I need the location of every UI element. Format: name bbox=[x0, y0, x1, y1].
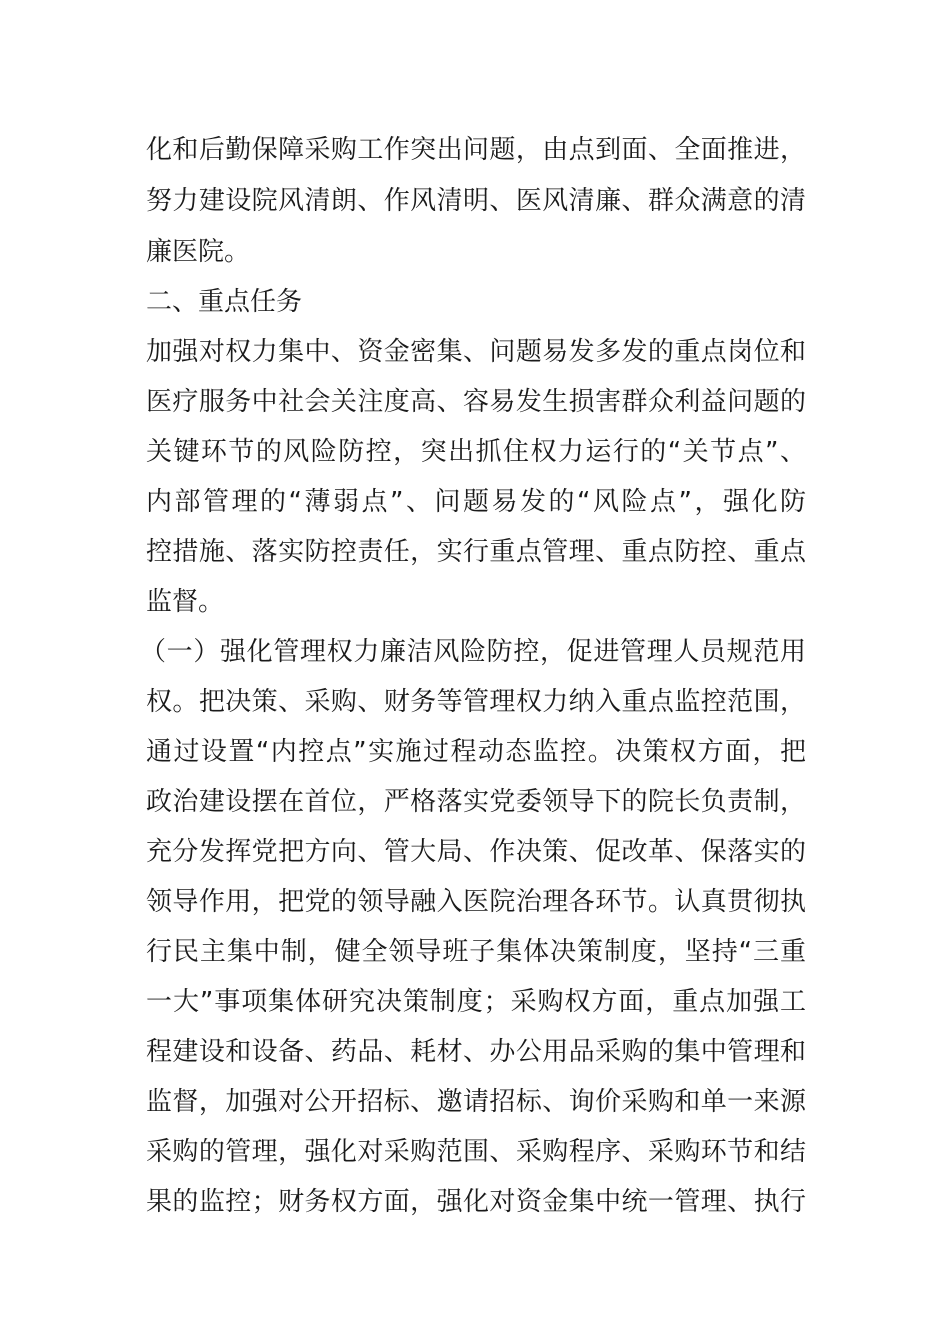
section-heading: 二、重点任务 bbox=[146, 287, 303, 317]
paragraph-line: 医疗服务中社会关注度高、容易发生损害群众利益问题的 bbox=[146, 387, 806, 417]
paragraph-line: 关键环节的风险防控，突出抓住权力运行的“关节点”、 bbox=[146, 437, 806, 467]
paragraph-line: 一大”事项集体研究决策制度；采购权方面，重点加强工 bbox=[146, 987, 806, 1017]
paragraph-line: 廉医院。 bbox=[146, 237, 251, 267]
paragraph-line: 化和后勤保障采购工作突出问题，由点到面、全面推进， bbox=[146, 135, 806, 165]
paragraph-line: 果的监控；财务权方面，强化对资金集中统一管理、执行 bbox=[146, 1187, 806, 1217]
paragraph-line: 行民主集中制，健全领导班子集体决策制度，坚持“三重 bbox=[146, 937, 806, 967]
paragraph-line: 监督。 bbox=[146, 587, 225, 617]
paragraph-line: 程建设和设备、药品、耗材、办公用品采购的集中管理和 bbox=[146, 1037, 806, 1067]
paragraph-line: 努力建设院风清朗、作风清明、医风清廉、群众满意的清 bbox=[146, 186, 806, 216]
paragraph-line: 充分发挥党把方向、管大局、作决策、促改革、保落实的 bbox=[146, 837, 806, 867]
paragraph-line: 监督，加强对公开招标、邀请招标、询价采购和单一来源 bbox=[146, 1087, 806, 1117]
paragraph-line: 领导作用，把党的领导融入医院治理各环节。认真贯彻执 bbox=[146, 887, 806, 917]
paragraph-line: 加强对权力集中、资金密集、问题易发多发的重点岗位和 bbox=[146, 337, 806, 367]
paragraph-line: 内部管理的“薄弱点”、问题易发的“风险点”，强化防 bbox=[146, 487, 806, 517]
paragraph-line: 通过设置“内控点”实施过程动态监控。决策权方面，把 bbox=[146, 737, 806, 767]
paragraph-line: 采购的管理，强化对采购范围、采购程序、采购环节和结 bbox=[146, 1137, 806, 1167]
paragraph-line: 政治建设摆在首位，严格落实党委领导下的院长负责制， bbox=[146, 787, 806, 817]
paragraph-line: 控措施、落实防控责任，实行重点管理、重点防控、重点 bbox=[146, 537, 806, 567]
paragraph-line: 权。把决策、采购、财务等管理权力纳入重点监控范围， bbox=[146, 687, 806, 717]
subsection-line: （一）强化管理权力廉洁风险防控，促进管理人员规范用 bbox=[140, 637, 806, 667]
